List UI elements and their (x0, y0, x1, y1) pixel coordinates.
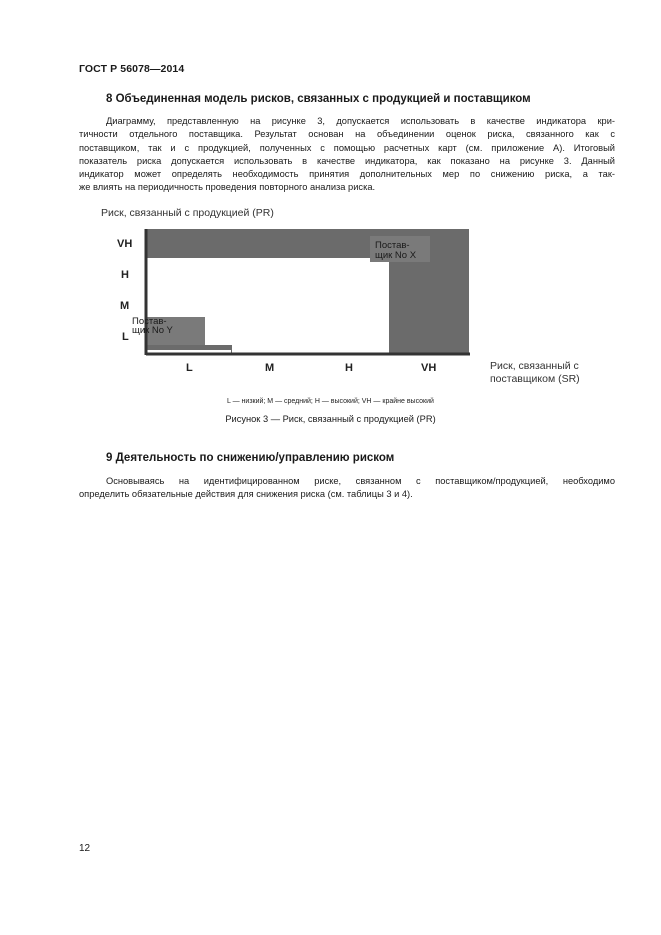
paragraph-line: показатель риска допускается использовать в качестве индикатора, как показано на рисунке 3. Данный (79, 155, 615, 166)
paragraph-line: определить обязательные действия для снижения риска (см. таблицы 3 и 4). (79, 489, 413, 500)
y-tick-label: M (120, 300, 130, 312)
figure-caption: Рисунок 3 — Риск, связанный с продукцией (PR) (225, 414, 436, 424)
x-tick-label: L (186, 362, 193, 374)
x-tick-label: H (345, 362, 353, 374)
y-tick-label: H (121, 269, 129, 281)
paragraph-line: тичности отдельного поставщика. Результат основан на объединении оценок риска, связанного как с (79, 129, 615, 140)
cell-supplier-y-strip (205, 320, 232, 349)
annotation-supplier-y: щик No Y (132, 325, 173, 336)
risk-chart (0, 0, 661, 400)
x-tick-label: M (265, 362, 275, 374)
y-tick-label: VH (117, 238, 133, 250)
x-axis-title-line: Риск, связанный с (490, 360, 579, 372)
annotation-supplier-y: Постав- (132, 316, 167, 327)
page-number: 12 (79, 843, 91, 854)
section-8-title: 8 Объединенная модель рисков, связанных с продукцией и поставщиком (106, 93, 531, 105)
paragraph-line: Основываясь на идентифицированном риске, связанном с поставщиком/продукцией, необходимо (106, 476, 615, 486)
paragraph-line: Диаграмму, представленную на рисунке 3, допускается использовать в качестве индикатора кри- (106, 116, 615, 126)
y-tick-label: L (122, 331, 129, 343)
x-tick-label: VH (421, 362, 437, 374)
annotation-supplier-x: Постав- (375, 240, 410, 251)
paragraph-line: индикатор может определять необходимость принятия дополнительных мер по снижению риска, а так- (79, 169, 615, 180)
x-axis-title-line: поставщиком (SR) (490, 373, 580, 385)
document-header: ГОСТ Р 56078—2014 (79, 63, 185, 75)
figure-legend: L — низкий; M — средний; H — высокий; VH — крайне высокий (227, 398, 434, 405)
x-axis-title (490, 360, 580, 386)
y-axis-title: Риск, связанный с продукцией (PR) (101, 207, 274, 219)
paragraph-line: же влиять на периодичность проведения повторного анализа риска. (79, 182, 376, 193)
section-9-paragraph (79, 475, 615, 502)
section-9-title: 9 Деятельность по снижению/управлению риском (106, 452, 395, 464)
cell-supplier-y-lower (147, 345, 232, 350)
paragraph-line: поставщиком, так и с продукцией, полученных с помощью расчетных карт (см. приложение А). Итоговый (79, 142, 615, 153)
annotation-supplier-x: щик No X (375, 250, 417, 261)
